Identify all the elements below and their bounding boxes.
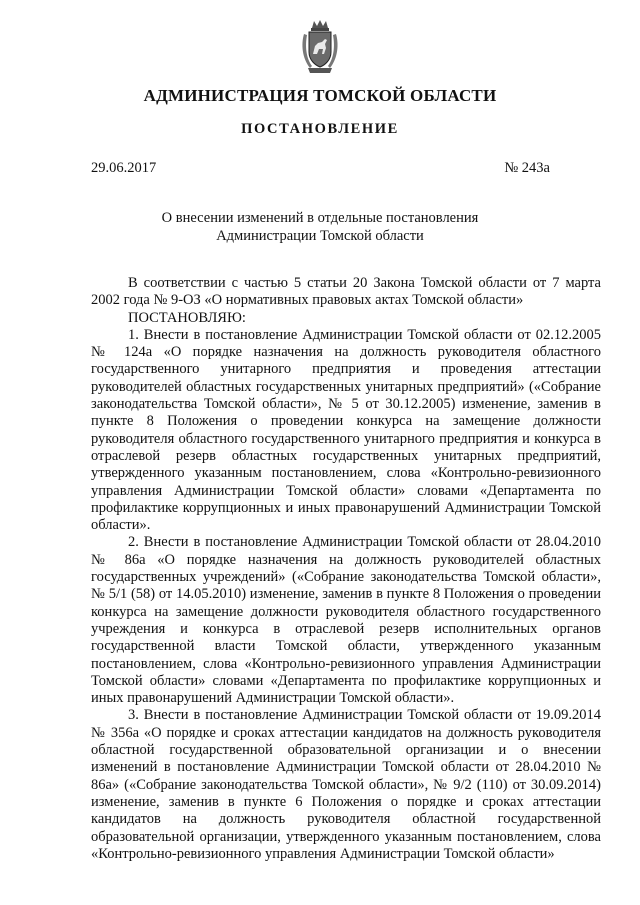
subject-line-2: Администрации Томской области — [216, 227, 424, 244]
document-subject — [0, 210, 640, 245]
subject-line-1: О внесении изменений в отдельные постановления — [161, 210, 479, 226]
document-number: № 243а — [504, 160, 550, 176]
body-item-3: 3. Внести в постановление Администрации Томской области от 19.09.2014 № 356а «О порядке и сроках аттестации кандидатов на должность руководителя областной государственной образовательной организации и о внесении изменений в постановление Администрации Томской области от 28.04.2010 № 86а» («Собрание законодательства Томской области», № 9/2 (110) от 30.09.2014) изменение, заменив в пункте 6 Положения о порядке и сроках аттестации кандидатов на должность руководителя областной государственной образовательной организации, утвержденного указанным постановлением, слова «Контрольно-ревизионного управления Администрации Томской области» — [91, 707, 601, 862]
organization-title: АДМИНИСТРАЦИЯ ТОМСКОЙ ОБЛАСТИ — [143, 86, 497, 105]
body-item-2: 2. Внести в постановление Администрации Томской области от 28.04.2010 № 86а «О порядке назначения на должность руководителей областных государственных учреждений» («Собрание законодательства Томской области», № 5/1 (58) от 14.05.2010) изменение, заменив в пункте 8 Положения о проведении конкурса на замещение должности руководителя областного государственного учреждения и конкурса в отраслевой резерв исполнительных органов государственной власти Томской области, утвержденного указанным постановлением, слова «Контрольно-ревизионного управления Администрации Томской области» словами «Департамента по профилактике коррупционных и иных правонарушений Администрации Томской области». — [91, 534, 601, 707]
document-body — [91, 275, 601, 863]
preamble-paragraph: В соответствии с частью 5 статьи 20 Закона Томской области от 7 марта 2002 года № 9-ОЗ «О нормативных правовых актах Томской области» — [91, 275, 601, 309]
document-type: ПОСТАНОВЛЕНИЕ — [241, 121, 399, 137]
tomsk-region-coat-of-arms-icon — [300, 18, 340, 76]
decree-word: ПОСТАНОВЛЯЮ: — [128, 309, 246, 326]
document-date: 29.06.2017 — [91, 160, 157, 176]
body-item-1: 1. Внести в постановление Администрации Томской области от 02.12.2005 № 124а «О порядке назначения на должность руководителя областного государственного унитарного предприятия и проведения аттестации руководителей областных государственных унитарных предприятий» («Собрание законодательства Томской области», № 5 от 30.12.2005) изменение, заменив в пункте 8 Положения о проведении конкурса на замещение должности руководителя областного государственного унитарного предприятия и конкурса в отраслевой резерв областных государственных унитарных предприятий, утвержденного указанным постановлением, слова «Контрольно-ревизионного управления Администрации Томской области» словами «Департамента по профилактике коррупционных и иных правонарушений Администрации Томской области». — [91, 326, 601, 534]
